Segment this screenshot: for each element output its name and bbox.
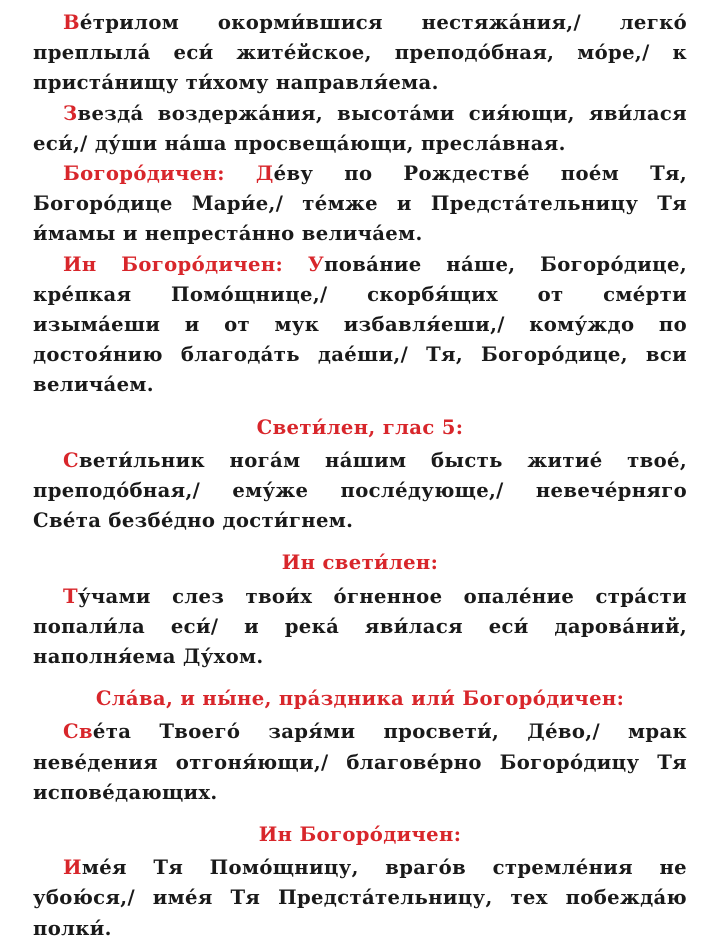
paragraph-text: пова́ние на́ше, Богоро́дице, кре́пкая Помо́щнице,/ скорбя́щих от сме́рти изыма́еши и от мук избавля́еши,/ кому́ждо по достоя́нию благода́ть дае́ши,/ Тя, Богоро́дице, вси велича́ем. [33, 252, 687, 397]
troparion-paragraph [33, 8, 687, 99]
red-label: Богоро́дичен: [63, 162, 225, 186]
section-heading: Свети́лен, глас 5: [256, 415, 464, 439]
exapostilarion-paragraph [33, 446, 687, 537]
paragraph-text: е́ву по Рождестве́ пое́м Тя, Богоро́дице Мари́е,/ те́мже и Предста́тельницу Тя и́мамы и непреста́нно велича́ем. [33, 162, 688, 246]
red-initial: Т [63, 584, 78, 608]
theotokion-paragraph [33, 250, 687, 401]
red-initial: С [63, 448, 79, 472]
troparion-paragraph [33, 99, 687, 159]
section-heading: Сла́ва, и ны́не, пра́здника или́ Богоро́дичен: [95, 687, 625, 711]
red-initial: И [63, 856, 82, 880]
red-initial: У [307, 252, 325, 276]
exapostilarion-paragraph [33, 582, 687, 673]
paragraph-text: е́та Твоего́ заря́ми просвети́, Де́во,/ мрак неве́дения отгоня́ющи,/ благове́рно Богоро́дицу Тя испове́дающих. [33, 720, 687, 804]
paragraph-text: е́трилом окорми́вшися нестяжа́ния,/ легко́ преплыла́ еси́ жите́йское, преподо́бная, мо́ре,/ к приста́нищу ти́хому направля́ема. [33, 11, 687, 95]
red-initial: З [63, 101, 78, 125]
paragraph-text: у́чами слез твои́х о́гненное опале́ние стра́сти попали́ла еси́/ и река́ яви́лася еси́ дарова́ний, наполня́ема Ду́хом. [33, 584, 687, 669]
theotokion-paragraph [33, 159, 687, 250]
red-initial: Д [255, 162, 274, 186]
theotokion-paragraph [33, 717, 687, 808]
section-heading: Ин Богоро́дичен: [258, 823, 462, 847]
theotokion-paragraph [33, 853, 687, 944]
section-heading: Ин свети́лен: [281, 551, 439, 575]
paragraph-text: ме́я Тя Помо́щницу, враго́в стремле́ния не убою́ся,/ име́я Тя Предста́тельницу, тех побежда́ю полки́. [33, 856, 687, 940]
paragraph-text: вети́льник нога́м на́шим бысть житие́ твое́, преподо́бная,/ ему́же после́дующе,/ невече́рняго Све́та безбе́дно дости́гнем. [33, 448, 687, 533]
red-label: Ин Богоро́дичен: [63, 252, 284, 276]
red-initial: В [63, 11, 80, 34]
red-initial: Св [63, 720, 93, 744]
paragraph-text: везда́ воздержа́ния, высота́ми сия́ющи, яви́лася еси́,/ ду́ши на́ша просвеща́ющи, пресла́вная. [33, 101, 687, 155]
